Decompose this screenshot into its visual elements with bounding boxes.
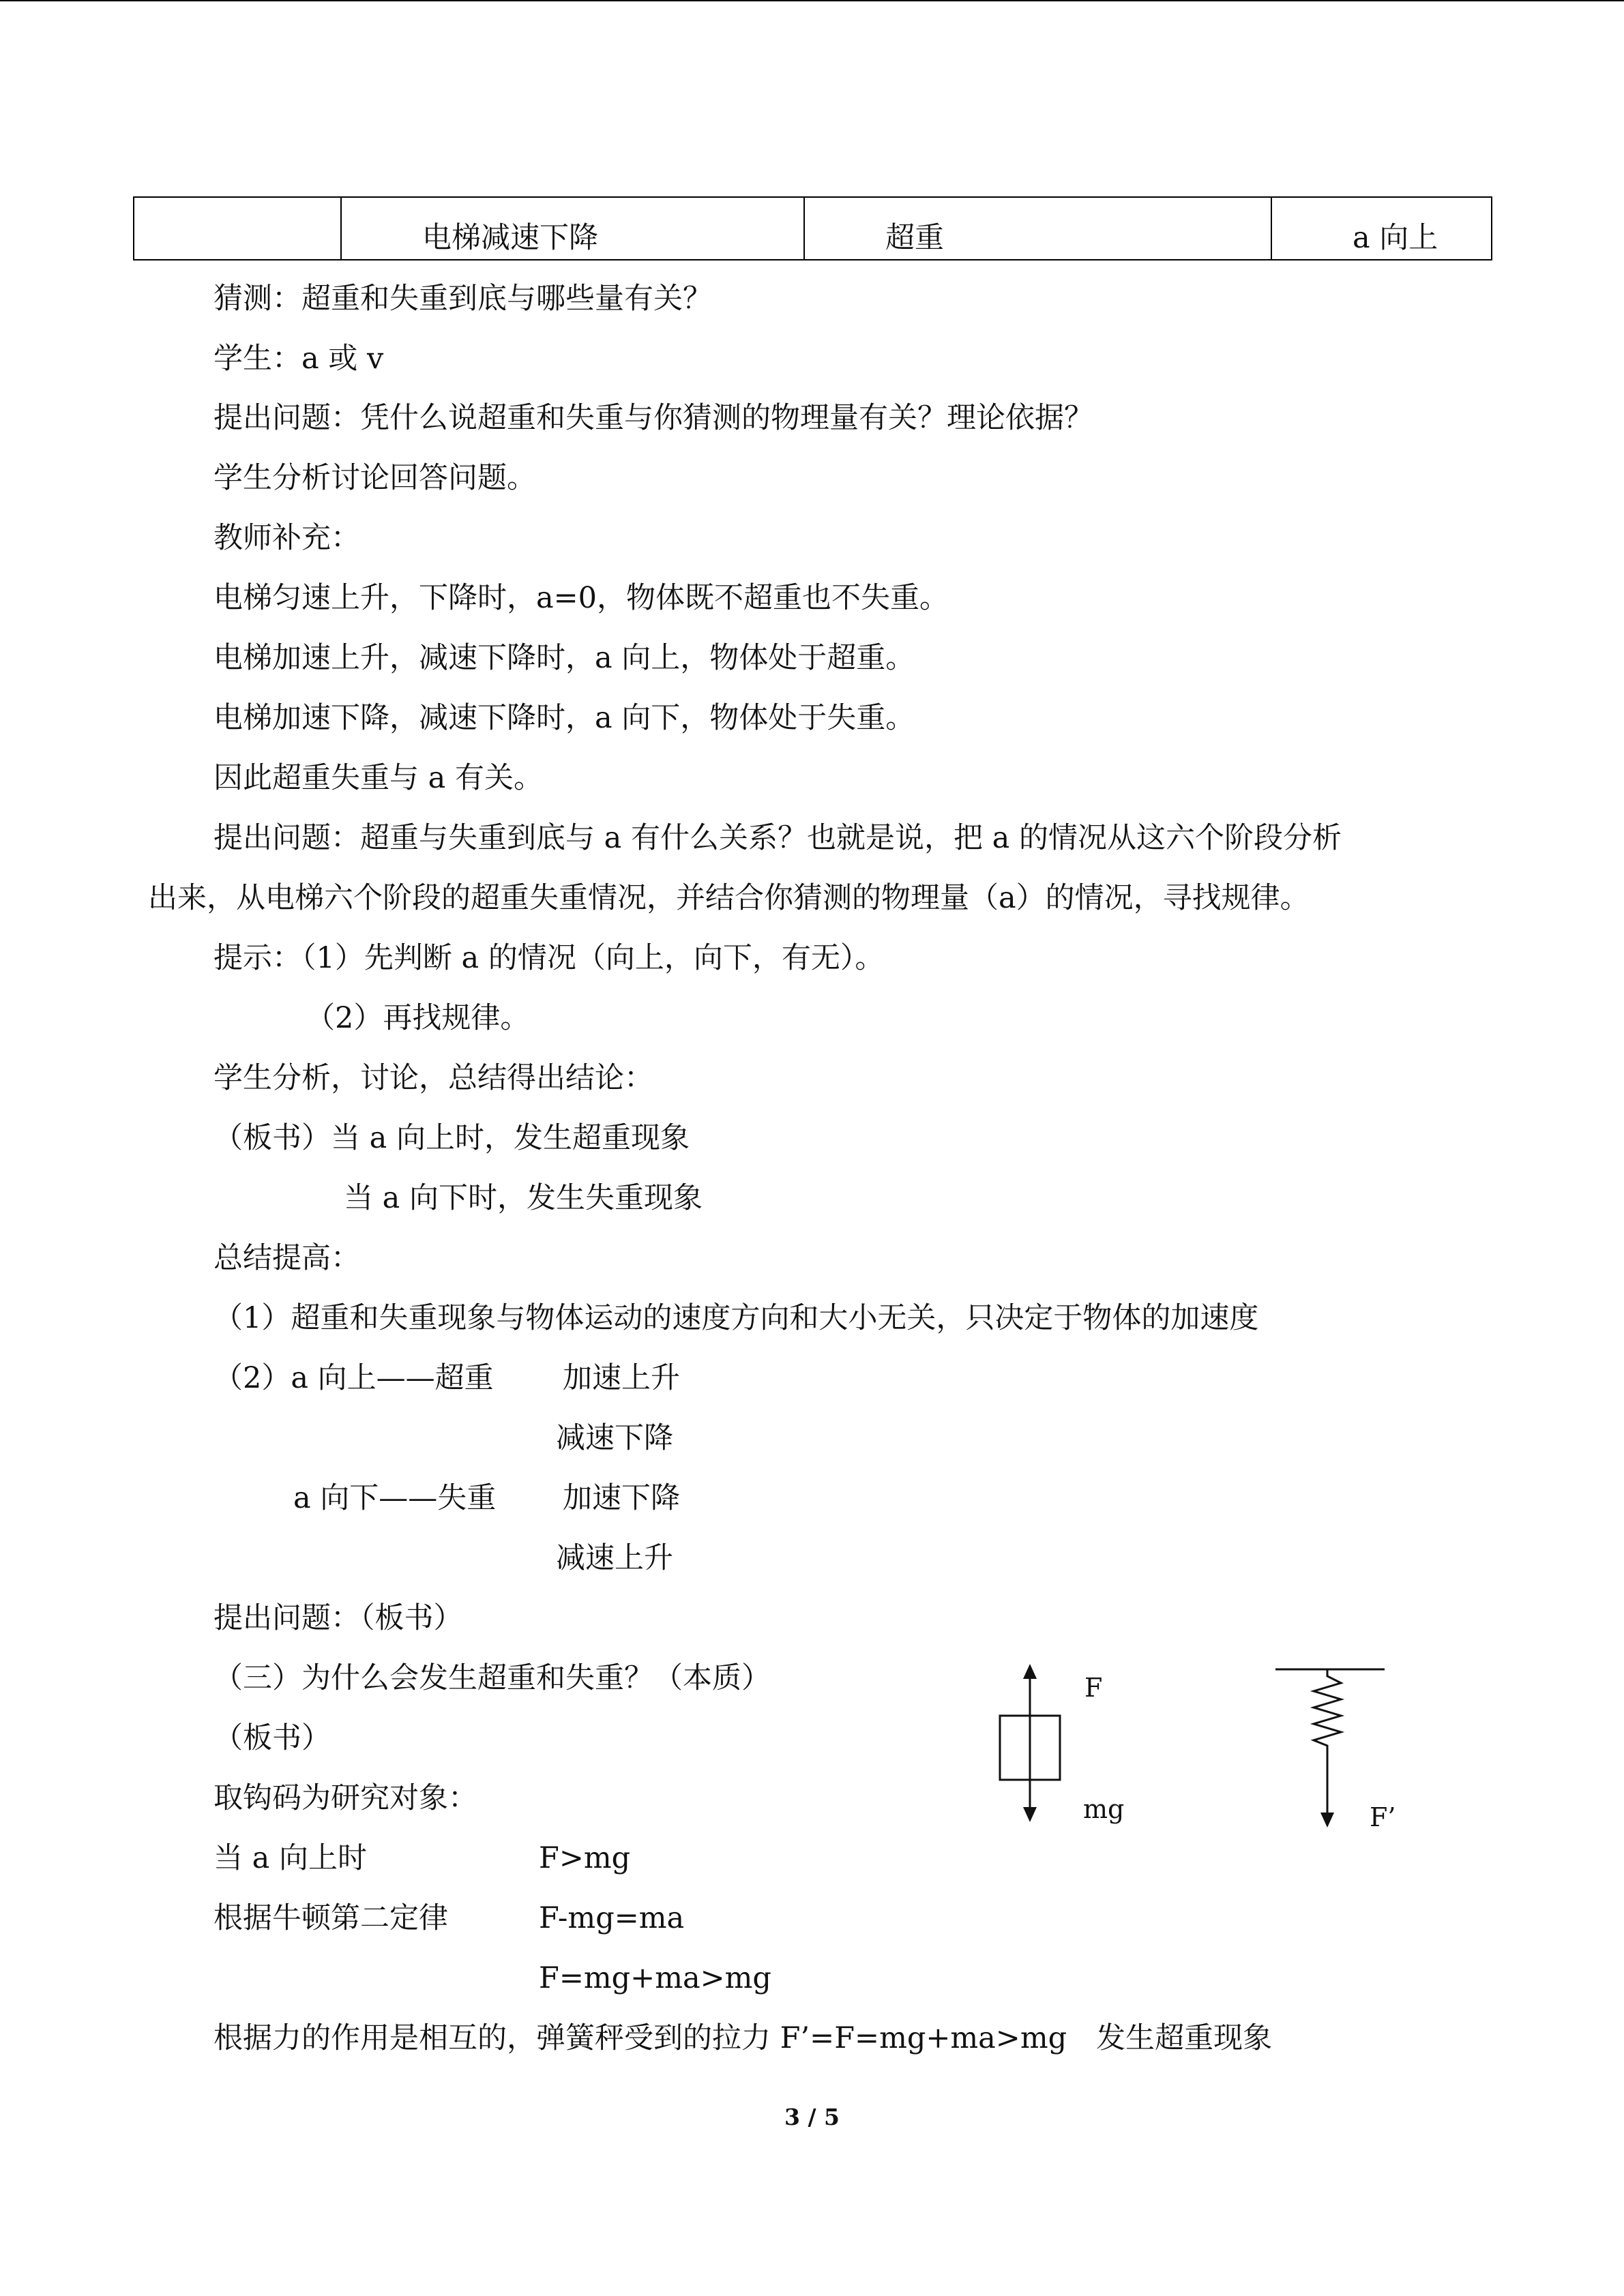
spring-force-label: F’ bbox=[1370, 1802, 1396, 1832]
table-cell bbox=[134, 197, 341, 260]
arrow-down-icon bbox=[1023, 1807, 1037, 1822]
paragraph-hint-1: 提示：（1）先判断 a 的情况（向上，向下，有无）。 bbox=[213, 941, 885, 975]
spring-icon bbox=[1314, 1669, 1341, 1817]
summary-item-1: （1）超重和失重现象与物体运动的速度方向和大小无关，只决定于物体的加速度 bbox=[213, 1301, 1259, 1335]
paragraph-uniform: 电梯匀速上升，下降时，a=0，物体既不超重也不失重。 bbox=[213, 581, 949, 615]
page-number: 3 / 5 bbox=[784, 2104, 840, 2130]
paragraph-conclusion: 因此超重失重与 a 有关。 bbox=[213, 761, 543, 795]
paragraph-teacher: 教师补充： bbox=[213, 521, 360, 555]
table-cell: a 向上 bbox=[1271, 197, 1492, 260]
board-line-1: （板书）当 a 向上时，发生超重现象 bbox=[213, 1121, 690, 1155]
paragraph-student-conclusion: 学生分析，讨论，总结得出结论： bbox=[213, 1061, 653, 1095]
table-cell: 超重 bbox=[804, 197, 1271, 260]
summary-item-3: a 向下——失重 bbox=[293, 1481, 497, 1515]
summary-item-2-case-b: 减速下降 bbox=[556, 1421, 673, 1455]
paragraph-accel-down: 电梯加速下降，减速下降时，a 向下，物体处于失重。 bbox=[213, 701, 915, 735]
section-heading-3: （三）为什么会发生超重和失重？（本质） bbox=[213, 1661, 771, 1695]
equation-2: F-mg=ma bbox=[539, 1901, 685, 1935]
force-diagram bbox=[982, 1664, 1146, 1828]
spring-diagram bbox=[1275, 1664, 1432, 1841]
arrow-up-icon bbox=[1023, 1664, 1037, 1679]
table-cell: 电梯减速下降 bbox=[341, 197, 804, 260]
table-row bbox=[134, 197, 1492, 260]
paragraph-guess: 猜测：超重和失重到底与哪些量有关？ bbox=[213, 282, 712, 316]
paragraph-question: 提出问题：凭什么说超重和失重与你猜测的物理量有关？理论依据？ bbox=[213, 401, 1093, 435]
paragraph-discussion: 学生分析讨论回答问题。 bbox=[213, 461, 536, 495]
force-label-up: F bbox=[1084, 1673, 1103, 1703]
paragraph-object: 取钩码为研究对象： bbox=[213, 1781, 477, 1815]
paragraph-board: （板书） bbox=[213, 1721, 331, 1755]
equation-1: F>mg bbox=[539, 1841, 631, 1875]
arrow-down-icon bbox=[1320, 1813, 1334, 1828]
summary-item-2-case-a: 加速上升 bbox=[563, 1361, 680, 1395]
equation-label-2: 根据牛顿第二定律 bbox=[213, 1901, 448, 1935]
summary-item-3-case-a: 加速下降 bbox=[563, 1481, 680, 1515]
summary-item-2: （2）a 向上——超重 bbox=[213, 1361, 494, 1395]
equation-3: F=mg+ma>mg bbox=[539, 1961, 771, 1995]
stage-table bbox=[133, 196, 1492, 260]
paragraph-question-3: 提出问题：（板书） bbox=[213, 1601, 463, 1635]
paragraph-accel-up: 电梯加速上升，减速下降时，a 向上，物体处于超重。 bbox=[213, 641, 915, 675]
paragraph-hint-2: （2）再找规律。 bbox=[306, 1001, 530, 1035]
paragraph-question-2-cont: 出来，从电梯六个阶段的超重失重情况，并结合你猜测的物理量（a）的情况，寻找规律。 bbox=[148, 881, 1310, 915]
top-border bbox=[0, 0, 1624, 1]
paragraph-reaction: 根据力的作用是相互的，弹簧秤受到的拉力 F’=F=mg+ma>mg 发生超重现象 bbox=[213, 2021, 1273, 2055]
paragraph-question-2: 提出问题：超重与失重到底与 a 有什么关系？也就是说，把 a 的情况从这六个阶段分析 bbox=[213, 821, 1342, 855]
paragraph-summary: 总结提高： bbox=[213, 1241, 360, 1275]
force-label-down: mg bbox=[1083, 1794, 1125, 1824]
board-line-2: 当 a 向下时，发生失重现象 bbox=[344, 1181, 703, 1215]
equation-label-1: 当 a 向上时 bbox=[213, 1841, 367, 1875]
summary-item-3-case-b: 减速上升 bbox=[556, 1541, 673, 1575]
paragraph-student-answer: 学生：a 或 v bbox=[213, 342, 384, 376]
